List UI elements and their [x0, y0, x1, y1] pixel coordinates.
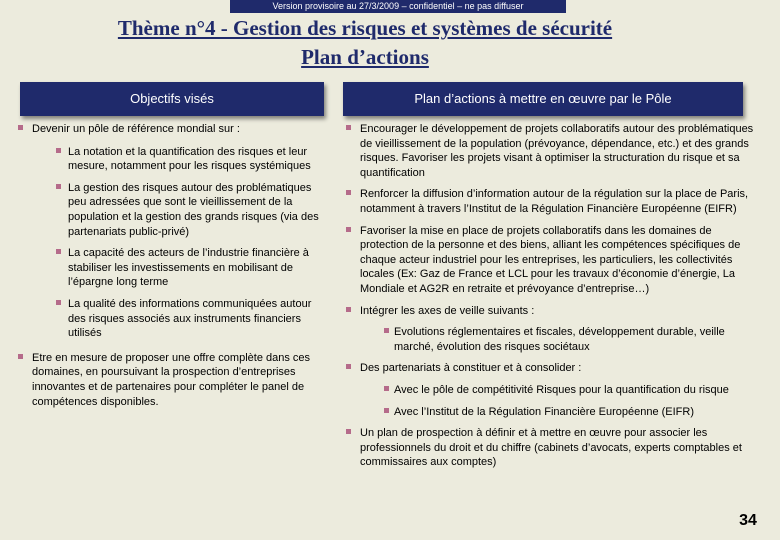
action-plan-column [346, 122, 758, 470]
list-item-text: Des partenariats à constituer et à consolider : [360, 362, 582, 375]
bullet-square-icon [346, 307, 351, 312]
bullet-square-icon [346, 227, 351, 232]
list-item [346, 187, 758, 216]
slide-title: Thème n°4 - Gestion des risques et systèmes de sécurité [117, 16, 613, 40]
bullet-square-icon [56, 148, 61, 153]
bullet-square-icon [384, 408, 389, 413]
objectives-column [18, 122, 328, 409]
list-item [346, 122, 758, 180]
list-item-text: Favoriser la mise en place de projets collaboratifs dans les domaines de protection de la personne et des biens, alliant les compétences spécifiques de chaque acteur industriel pour les entreprises, les particuliers, les collectivités locales (Ex: Gaz de France et LCL pour les travaux d’économie d’énergie, La Mondiale et AG2R en retraite et prévoyance d’entreprise…) [360, 224, 741, 295]
bullet-square-icon [18, 354, 23, 359]
list-item [346, 224, 758, 297]
confidential-banner: Version provisoire au 27/3/2009 – confidentiel – ne pas diffuser [230, 0, 566, 13]
bullet-square-icon [384, 328, 389, 333]
bullet-square-icon [346, 125, 351, 130]
list-item [346, 361, 758, 376]
bullet-square-icon [56, 300, 61, 305]
bullet-square-icon [18, 125, 23, 130]
list-item-text: Avec le pôle de compétitivité Risques pour la quantification du risque [394, 383, 729, 396]
bullet-square-icon [346, 190, 351, 195]
list-item [18, 122, 328, 137]
action-plan-header: Plan d’actions à mettre en œuvre par le Pôle [343, 82, 743, 116]
list-item [18, 351, 328, 409]
list-item-text: Intégrer les axes de veille suivants : [360, 304, 535, 317]
bullet-square-icon [384, 386, 389, 391]
list-item-text: La notation et la quantification des risques et leur mesure, notamment pour les risques systémiques [68, 145, 311, 173]
bullet-square-icon [346, 429, 351, 434]
sub-list-item [18, 297, 328, 341]
list-item-text: Renforcer la diffusion d’information autour de la régulation sur la place de Paris, notamment à travers l’Institut de la Régulation Financière Européenne (EIFR) [360, 188, 749, 215]
list-item-text: Avec l’Institut de la Régulation Financière Européenne (EIFR) [394, 405, 695, 418]
sub-list-item [18, 246, 328, 290]
objectives-header: Objectifs visés [20, 82, 324, 116]
sub-list-item [346, 383, 758, 398]
bullet-square-icon [56, 249, 61, 254]
list-item-text: Encourager le développement de projets collaboratifs autour des problématiques de vieillissement de la population (prévoyance, dépendance, etc.) et des grands risques. Favoriser les projets visant à optimiser la structuration du risque et sa quantification [360, 123, 754, 179]
sub-list-item [346, 405, 758, 420]
list-item-text: La gestion des risques autour des problématiques peu adressées que sont le vieillissement de la population et la gestion des grands risques (via des partenariats public-privé) [68, 181, 319, 238]
list-item [346, 426, 758, 470]
slide-subtitle: Plan d’actions [301, 45, 429, 69]
page-number: 34 [739, 512, 757, 529]
sub-list-item [346, 325, 758, 354]
sub-list-item [18, 181, 328, 239]
list-item-text: Devenir un pôle de référence mondial sur : [32, 123, 240, 135]
list-item-text: La capacité des acteurs de l’industrie financière à stabiliser les investissements en mobilisant de l’épargne long terme [68, 247, 309, 289]
list-item-text: La qualité des informations communiquées autour des risques associés aux instruments financiers utilisés [68, 297, 312, 340]
bullet-square-icon [56, 184, 61, 189]
list-item-text: Evolutions réglementaires et fiscales, développement durable, veille marché, évolution des risques sociétaux [394, 326, 725, 353]
list-item-text: Etre en mesure de proposer une offre complète dans ces domaines, en poursuivant la prospection d’entreprises innovantes et de partenaires pour compléter le panel de compétences disponibles. [32, 351, 311, 408]
bullet-square-icon [346, 364, 351, 369]
list-item-text: Un plan de prospection à définir et à mettre en œuvre pour associer les professionnels du droit et du chiffre (cabinets d’avocats, experts comptables et commissaires aux comptes) [360, 427, 742, 469]
list-item [346, 304, 758, 319]
sub-list-item [18, 145, 328, 174]
